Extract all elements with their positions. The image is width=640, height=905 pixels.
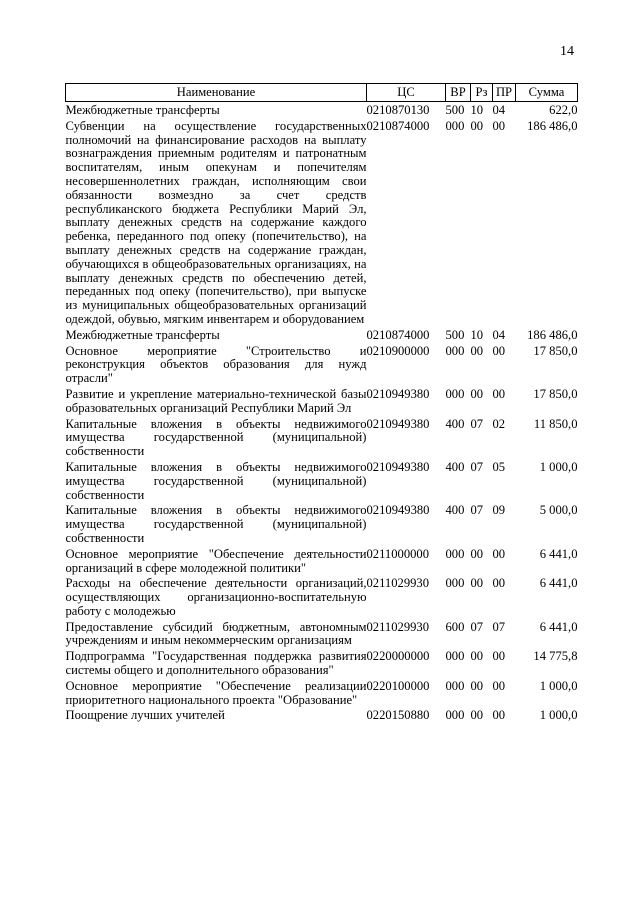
cell-vr: 000 [445, 678, 465, 693]
cell-name: Подпрограмма "Государственная поддержка развития системы общего и дополнительного образования" [65, 649, 367, 678]
cell-rz: 10 [470, 103, 484, 117]
cell-vr: 000 [445, 546, 465, 561]
table-row [66, 461, 578, 504]
cell-pr: 00 [492, 708, 506, 723]
cell-sum: 186 486,0 [527, 118, 578, 133]
cell-pr: 04 [492, 327, 506, 342]
cell-name: Основное мероприятие "Строительство и реконструкция объектов образования для нужд отрасли" [65, 343, 367, 386]
page-number: 14 [560, 44, 574, 59]
cell-sum: 11 850,0 [533, 416, 578, 431]
cell-sum: 17 850,0 [533, 343, 578, 358]
table-row [66, 621, 578, 651]
cell-pr: 05 [492, 459, 506, 474]
header-cs: ЦС [367, 84, 446, 102]
cell-cs: 0210900000 [366, 343, 430, 358]
cell-vr: 000 [445, 708, 465, 723]
table-row [66, 504, 578, 547]
cell-rz: 00 [470, 649, 484, 664]
cell-cs: 0210949380 [366, 459, 430, 474]
cell-vr: 000 [445, 576, 465, 591]
cell-vr: 400 [445, 416, 465, 431]
table-row [66, 120, 578, 329]
cell-name: Межбюджетные трансферты [65, 327, 220, 342]
table-row [66, 577, 578, 620]
cell-cs: 0220100000 [366, 678, 430, 693]
cell-rz: 07 [470, 619, 484, 634]
cell-cs: 0211029930 [366, 619, 430, 634]
cell-cs: 0220150880 [366, 708, 430, 723]
cell-name: Основное мероприятие "Обеспечение деятельности организаций в сфере молодежной политики" [65, 546, 367, 575]
cell-rz: 10 [470, 327, 484, 342]
table-row [66, 650, 578, 680]
cell-pr: 00 [492, 678, 506, 693]
cell-vr: 400 [445, 503, 465, 518]
cell-name: Предоставление субсидий бюджетным, автономным учреждениям и иным некоммерческим организациям [65, 619, 367, 648]
cell-vr: 500 [445, 103, 465, 117]
cell-sum: 6 441,0 [539, 619, 578, 634]
cell-pr: 09 [492, 503, 506, 518]
cell-sum: 622,0 [549, 103, 578, 117]
header-pr: ПР [493, 84, 516, 102]
cell-sum: 186 486,0 [527, 327, 578, 342]
cell-vr: 600 [445, 619, 465, 634]
cell-pr: 00 [492, 118, 506, 133]
cell-rz: 00 [470, 343, 484, 358]
table-body [66, 102, 578, 726]
cell-sum: 6 441,0 [539, 576, 578, 591]
cell-rz: 00 [470, 118, 484, 133]
cell-cs: 0211000000 [366, 546, 430, 561]
table-row [66, 345, 578, 388]
cell-name: Субвенции на осуществление государственных полномочий на финансирование расходов на выплату вознаграждения приемным родителям и патронатным воспитателям, иным опекунам и попечителям несовершеннолетних граждан, исполняющим свои обязанности возмездно за счет средств республиканского бюджета Республики Марий Эл, выплату денежных средств на содержание каждого ребенка, переданного под опеку (попечительство), на выплату денежных средств на содержание граждан, обучающихся в общеобразовательных организациях, на выплату денежных средств по обеспечению детей, переданных под опеку (попечительство), при выпуске из муниципальных общеобразовательных организаций одеждой, обувью, мягким инвентарем и оборудованием [65, 118, 367, 326]
cell-cs: 0210949380 [366, 503, 430, 518]
cell-name: Основное мероприятие "Обеспечение реализации приоритетного национального проекта "Образование" [65, 678, 367, 707]
cell-rz: 00 [470, 678, 484, 693]
cell-cs: 0210874000 [366, 118, 430, 133]
cell-rz: 00 [470, 576, 484, 591]
cell-rz: 00 [470, 708, 484, 723]
header-name: Наименование [66, 84, 367, 102]
cell-rz: 07 [470, 459, 484, 474]
cell-name: Капитальные вложения в объекты недвижимого имущества государственной (муниципальной) собственности [65, 503, 367, 545]
cell-cs: 0210874000 [366, 327, 430, 342]
cell-sum: 14 775,8 [533, 649, 578, 664]
cell-name: Развитие и укрепление материально-технической базы образовательных организаций Республики Марий Эл [65, 386, 367, 415]
cell-cs: 0210870130 [366, 103, 430, 117]
cell-sum: 6 441,0 [539, 546, 578, 561]
cell-sum: 1 000,0 [539, 678, 578, 693]
cell-rz: 07 [470, 503, 484, 518]
cell-sum: 1 000,0 [539, 708, 578, 723]
cell-pr: 00 [492, 546, 506, 561]
cell-sum: 17 850,0 [533, 386, 578, 401]
cell-vr: 000 [445, 118, 465, 133]
header-rz: Рз [471, 84, 493, 102]
cell-name: Капитальные вложения в объекты недвижимого имущества государственной (муниципальной) собственности [65, 416, 367, 459]
cell-vr: 000 [445, 649, 465, 664]
cell-name: Поощрение лучших учителей [65, 708, 225, 723]
cell-name: Расходы на обеспечение деятельности организаций, осуществляющих организационно-воспитательную работу с молодежью [65, 576, 367, 618]
table-row [66, 548, 578, 578]
budget-table [65, 83, 578, 725]
cell-name: Межбюджетные трансферты [65, 103, 220, 117]
cell-rz: 00 [470, 546, 484, 561]
table-row [66, 104, 578, 120]
cell-vr: 400 [445, 459, 465, 474]
cell-cs: 0220000000 [366, 649, 430, 664]
cell-pr: 04 [492, 103, 506, 117]
cell-rz: 00 [470, 386, 484, 401]
cell-pr: 00 [492, 576, 506, 591]
cell-cs: 0211029930 [366, 576, 430, 591]
cell-rz: 07 [470, 416, 484, 431]
cell-pr: 00 [492, 649, 506, 664]
cell-sum: 1 000,0 [539, 459, 578, 474]
cell-cs: 0210949380 [366, 416, 430, 431]
cell-vr: 000 [445, 343, 465, 358]
cell-vr: 500 [445, 327, 465, 342]
cell-vr: 000 [445, 386, 465, 401]
cell-pr: 00 [492, 343, 506, 358]
cell-cs: 0210949380 [366, 386, 430, 401]
cell-pr: 02 [492, 416, 506, 431]
table-row [66, 418, 578, 461]
table-row [66, 388, 578, 418]
cell-sum: 5 000,0 [539, 503, 578, 518]
table-header-row [66, 84, 578, 102]
table-row [66, 709, 578, 725]
header-sum: Сумма [516, 84, 578, 102]
cell-pr: 07 [492, 619, 506, 634]
cell-pr: 00 [492, 386, 506, 401]
header-vr: ВР [446, 84, 471, 102]
cell-name: Капитальные вложения в объекты недвижимого имущества государственной (муниципальной) собственности [65, 459, 367, 502]
table-row [66, 680, 578, 710]
table-row [66, 329, 578, 345]
